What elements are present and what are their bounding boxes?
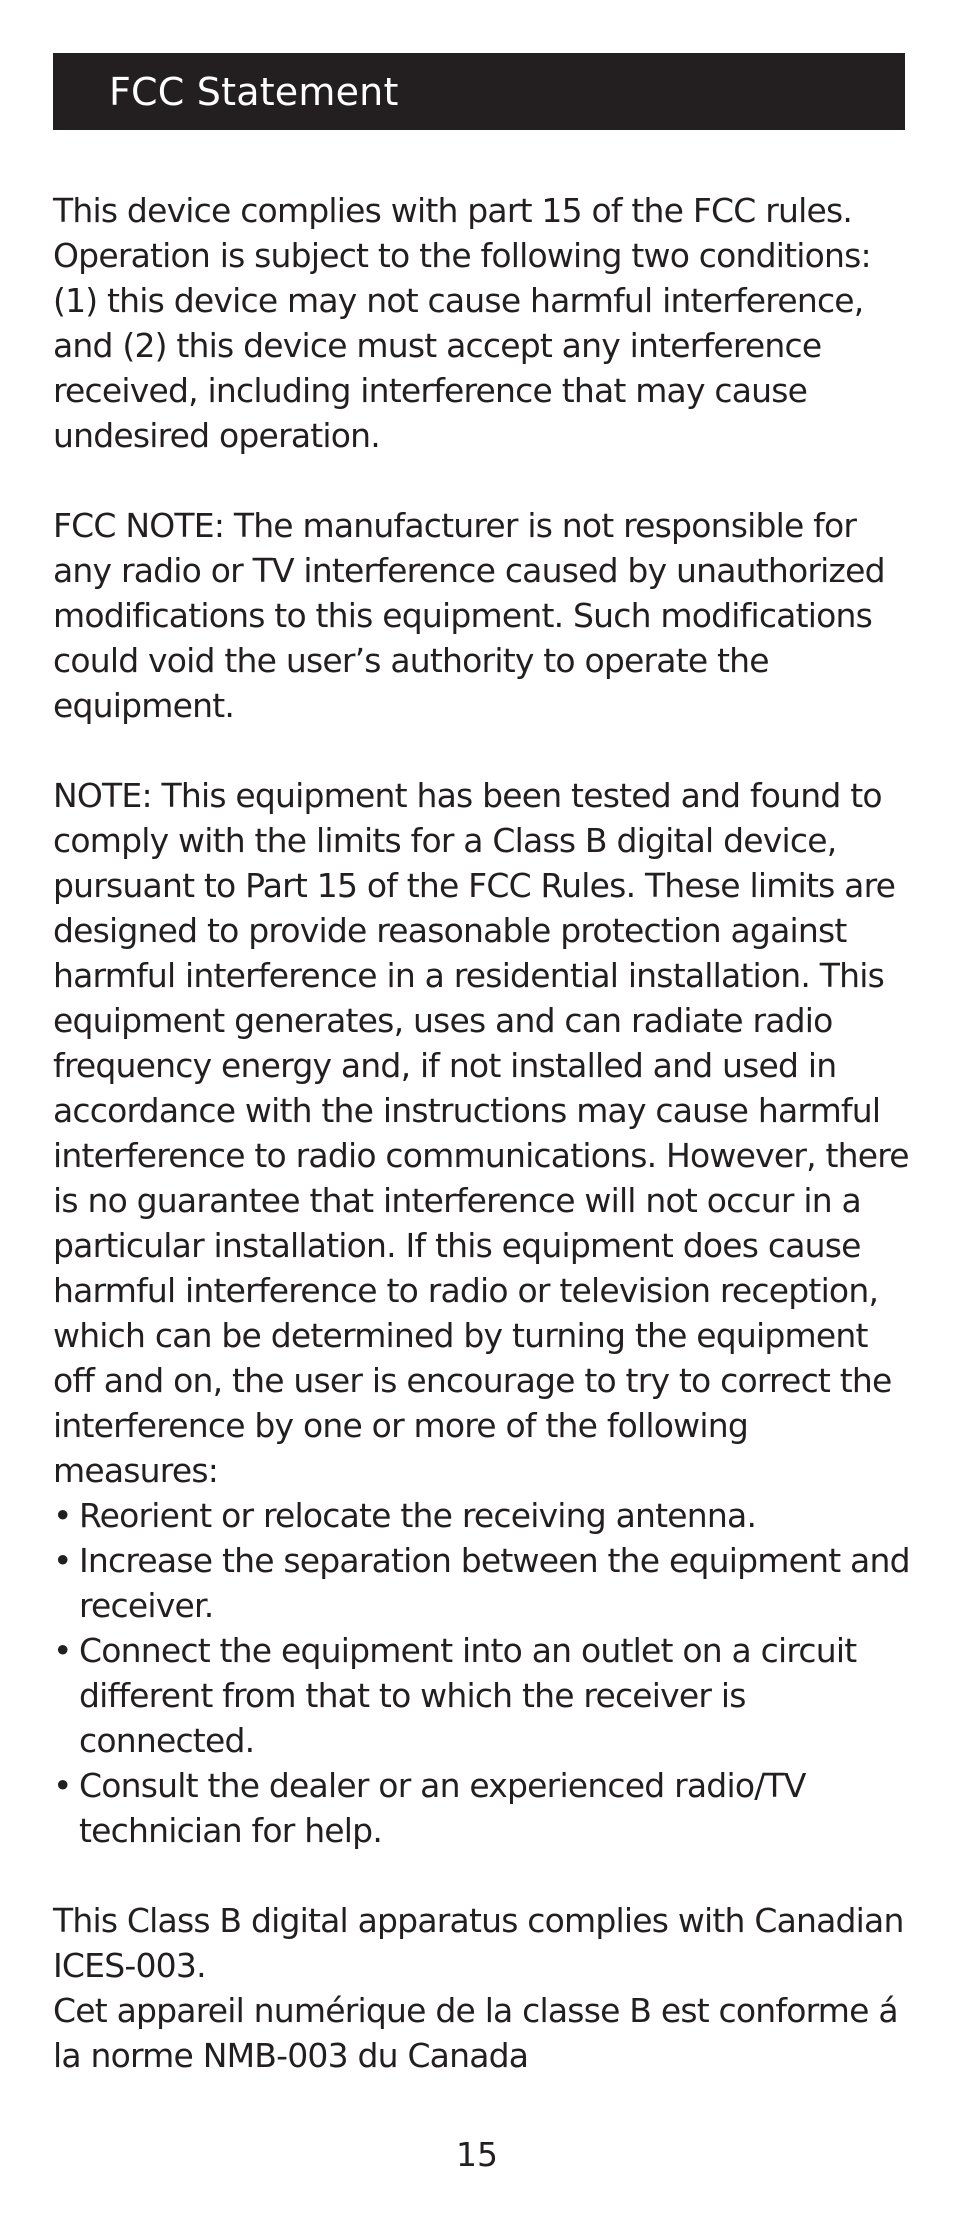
list-item: [53, 1763, 913, 1853]
list-item: [53, 1538, 913, 1628]
bullet-icon: •: [53, 1766, 72, 1805]
canada-compliance-french: Cet appareil numérique de la classe B est conforme á la norme NMB-003 du Canada: [53, 1991, 898, 2075]
bullet-icon: •: [53, 1496, 72, 1535]
canada-compliance-english: This Class B digital apparatus complies with Canadian ICES-003.: [53, 1901, 904, 1985]
bullet-icon: •: [53, 1541, 72, 1580]
list-item: [53, 1628, 913, 1763]
fcc-compliance-paragraph: This device complies with part 15 of the FCC rules. Operation is subject to the following two conditions: (1) this device may not cause harmful interference, and (2) this device must accept any interference received, including interference that may cause undesired operation.: [53, 191, 871, 455]
page-number: 15: [456, 2135, 498, 2174]
class-b-note-paragraph: NOTE: This equipment has been tested and found to comply with the limits for a Class B digital device, pursuant to Part 15 of the FCC Rules. These limits are designed to provide reasonable protection against harmful interference in a residential installation. This equipment generates, uses and can radiate radio frequency energy and, if not installed and used in accordance with the instructions may cause harmful interference to radio communications. However, there is no guarantee that interference will not occur in a particular installation. If this equipment does cause harmful interference to radio or television reception, which can be determined by turning the equipment off and on, the user is encourage to try to correct the interference by one or more of the following measures:: [53, 776, 909, 1490]
list-item-text: Increase the separation between the equipment and receiver.: [79, 1541, 910, 1625]
list-item-text: Reorient or relocate the receiving antenna.: [79, 1496, 757, 1535]
list-item-text: Connect the equipment into an outlet on a circuit different from that to which the receiver is connected.: [79, 1631, 857, 1760]
document-body: [53, 188, 913, 2078]
section-title: FCC Statement: [109, 69, 399, 114]
fcc-note-paragraph: FCC NOTE: The manufacturer is not responsible for any radio or TV interference caused by unauthorized modifications to this equipment. Such modifications could void the user’s authority to operate the equipment.: [53, 506, 885, 725]
corrective-measures-list: [53, 1493, 913, 1853]
section-header-bar: [53, 53, 905, 130]
list-item-text: Consult the dealer or an experienced radio/TV technician for help.: [79, 1766, 806, 1850]
list-item: [53, 1493, 913, 1538]
bullet-icon: •: [53, 1631, 72, 1670]
